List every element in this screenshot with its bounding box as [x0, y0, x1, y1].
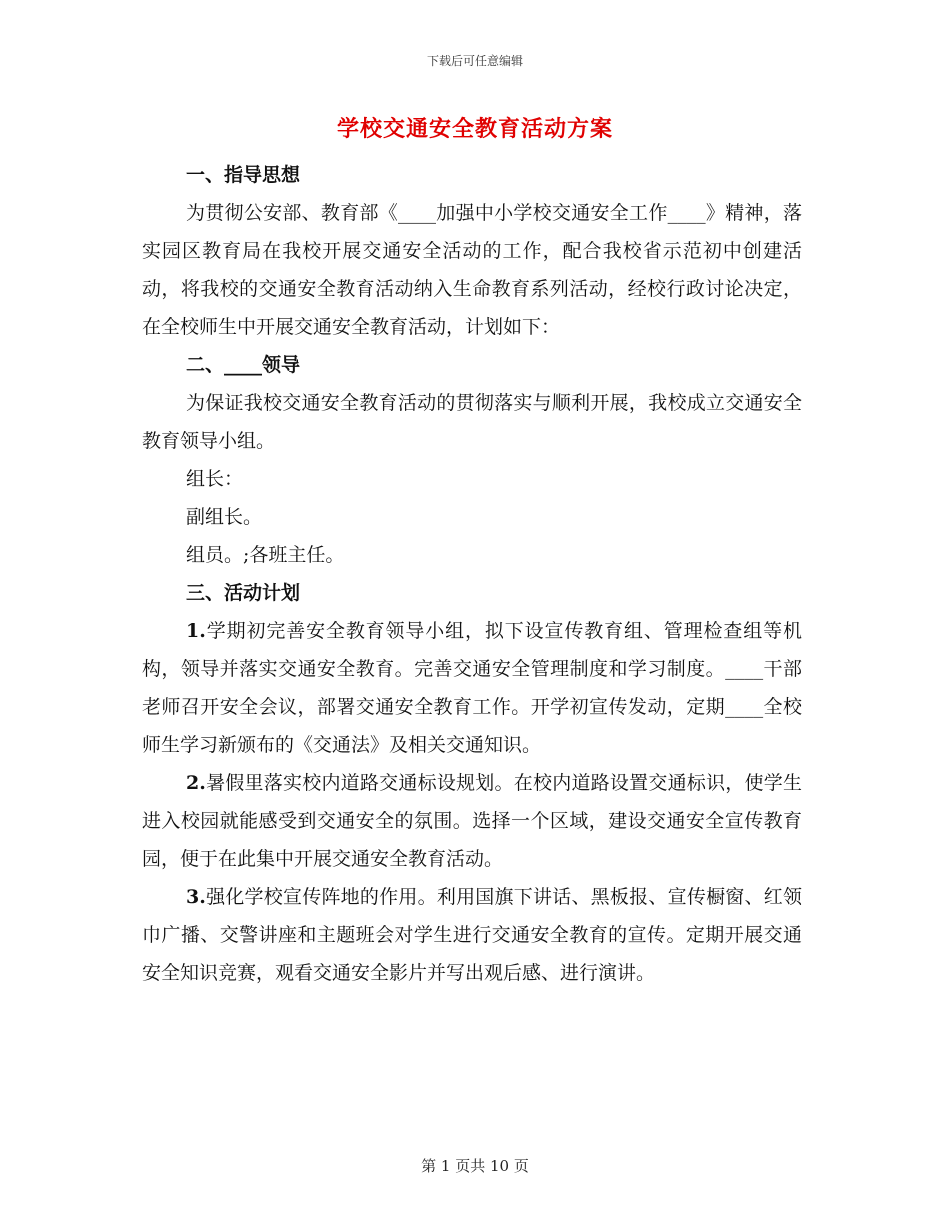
section-heading-leadership: 二、____领导	[186, 354, 301, 376]
activity-item-3	[142, 878, 802, 992]
section-heading-guiding-ideology: 一、指导思想	[186, 164, 301, 186]
document-body	[142, 156, 802, 992]
leader-line: 组长：	[186, 468, 244, 490]
section-paragraph-guiding-ideology: 为贯彻公安部、教育部《____加强中小学校交通安全工作____》精神，落实园区教育局在我校开展交通安全活动的工作，配合我校省示范初中创建活动，将我校的交通安全教育活动纳入生命教育系列活动，经校行政讨论决定，在全校师生中开展交通安全教育活动，计划如下：	[142, 202, 802, 338]
activity-item-3-number: 3.	[186, 886, 206, 908]
page-number-footer: 第 1 页共 10 页	[421, 1157, 529, 1175]
activity-item-2-text: 暑假里落实校内道路交通标设规划。在校内道路设置交通标识，使学生进入校园就能感受到交通安全的氛围。选择一个区域，建设交通安全宣传教育园，便于在此集中开展交通安全教育活动。	[142, 772, 802, 870]
activity-item-3-text: 强化学校宣传阵地的作用。利用国旗下讲话、黑板报、宣传橱窗、红领巾广播、交警讲座和主题班会对学生进行交通安全教育的宣传。定期开展交通安全知识竞赛，观看交通安全影片并写出观后感、进行演讲。	[142, 886, 802, 984]
activity-item-1-number: 1.	[186, 620, 206, 642]
activity-item-2-number: 2.	[186, 772, 206, 794]
activity-item-1	[142, 612, 802, 764]
deputy-leader-line: 副组长。	[186, 506, 263, 528]
activity-item-2	[142, 764, 802, 878]
page-header-note: 下载后可任意编辑	[426, 54, 523, 68]
members-line: 组员。;各班主任。	[186, 544, 345, 566]
section-paragraph-leadership: 为保证我校交通安全教育活动的贯彻落实与顺利开展，我校成立交通安全教育领导小组。	[142, 392, 802, 452]
document-title: 学校交通安全教育活动方案	[336, 116, 613, 142]
activity-item-1-text: 学期初完善安全教育领导小组，拟下设宣传教育组、管理检查组等机构，领导并落实交通安全教育。完善交通安全管理制度和学习制度。____干部老师召开安全会议，部署交通安全教育工作。开学初宣传发动，定期____全校师生学习新颁布的《交通法》及相关交通知识。	[142, 620, 802, 756]
section-heading-activity-plan: 三、活动计划	[186, 582, 301, 604]
